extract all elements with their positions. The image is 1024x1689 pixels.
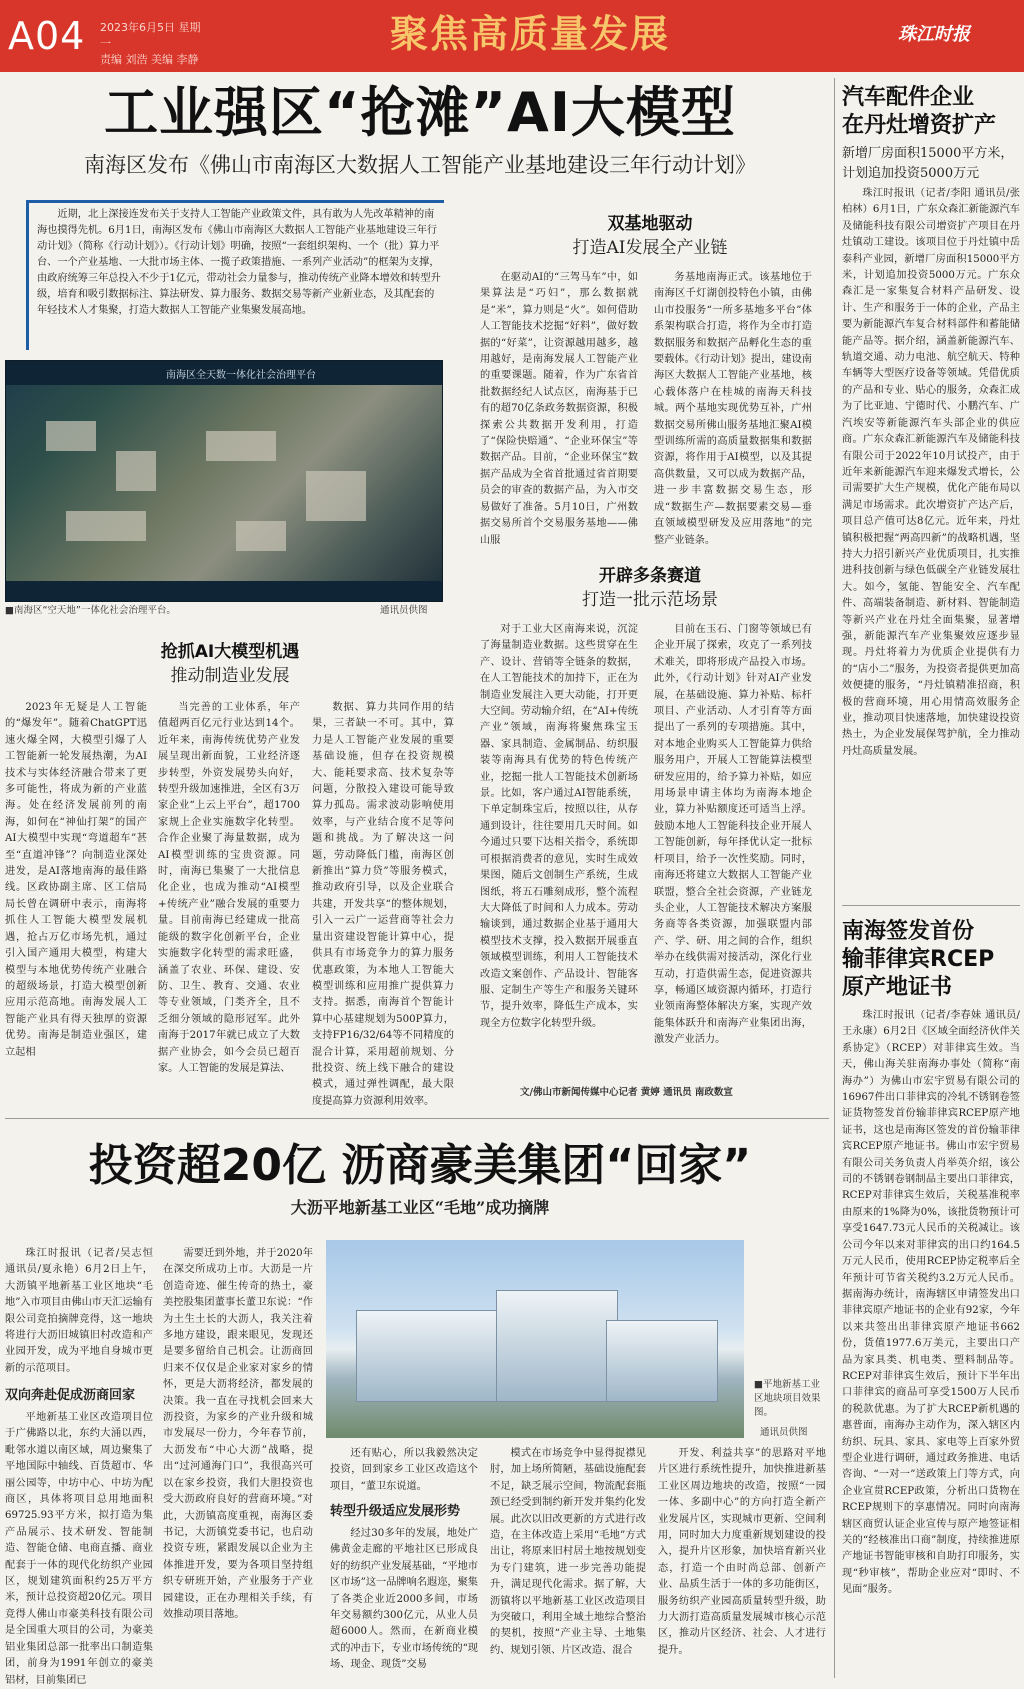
main-subhead: 南海区发布《佛山市南海区大数据人工智能产业基地建设三年行动计划》 [84,153,756,177]
column-text: 模式在市场竞争中显得捉襟见肘，加上场所简陋，基础设施配套不足，缺乏展示空间，物流配套瓶颈已经受到制约新开发并集约化发展。此次以旧改更新的方式进行改造，在主体改造上采用“毛地”方式出让，将原来旧村居土地按规划变为专门建筑，进一步完善功能提升，满足现代化需求。据了解，大沥镇将以平地新基工业区改造项目为突破口，利用全域土地综合整治的契机，按照“产业主导、土地集约、规划引领、片区改造、混合 [490,1448,646,1656]
column-text: 珠江时报讯（记者/吴志恒 通讯员/夏永艳）6月2日上午，大沥镇平地新基工业区地块“毛地”入市项目由佛山市天汇运输有限公司竞拍摘牌竞得，这一地块将进行大沥旧城镇旧村改造和产业园开发，成为平地自身城市更新的示范项目。 [5,1248,153,1374]
section-heading: 抢抓AI大模型机遇 [160,642,300,662]
column-text: 目前在玉石、门窗等领域已有企业开展了探索，攻克了一系列技术难关，即将形成产品投入市场。此外，《行动计划》针对AI产业发展，在基础设施、算力补贴、标杆项目、产业活动、人才引育等方面提出了一系列的专项措施。其中，对本地企业购买人工智能算力供给服务用户，开展人工智能算法模型研发应用的，给予算力补贴，如应用场景申请主体均为南海本地企业，算力补贴额度还可适当上浮。鼓励本地人工智能科技企业开展人工智能创新，每年择优认定一批标杆项目，给予一次性奖励。同时，南海还将建立大数据人工智能产业联盟，整合全社会资源，产业链龙头企业，人工智能技术解决方案服务商等各类资源，加强联盟内部产、学、研、用之间的合作，组织举办在线供需对接活动，深化行业互动，打造供需生态，促进资源共享，畅通区域资源内循环，打造行业领南海整体解决方案，实现产效能集体跃升和南海产业集团出海，激发产业活力。 [654,624,812,1046]
article-column [163,1246,313,1678]
building [356,1310,508,1402]
photo-credit: 通讯员供图 [380,605,428,616]
issue-date [100,20,210,68]
date-line: 2023年6月5日 星期一 [100,21,201,50]
column-text: 开发、利益共享”的思路对平地片区进行系统性提升，加快推进新基工业区周边地块的改造，按照“一园一体、多副中心”的方向打造全新产业发展片区，实现城市更新、空间利用，同时加大力度重新规划建设的投入，提升片区形象，加快培育新兴业态，打造一个由时尚总部、创新产业、品质生活于一体的多功能街区，服务纺织产业园高质量转型升级，助力大沥打造高质量发展城市核心示范区，推动片区经济、社会、人才进行提升。 [658,1448,826,1656]
article-column [480,622,638,1070]
sidebar-headline [842,84,1022,140]
photo-credit: 通讯员供图 [760,1427,808,1438]
article-column [5,700,147,1100]
photo-bottombar [6,581,442,601]
column-text: 务基地南海正式。该基地位于南海区千灯湖创投特色小镇，由佛山市投服务“一所多基地多平台”体系架构联合打造，将作为全市打造数据服务和数据产品孵化生态的重要载体。《行动计划》提出，建设南海区大数据人工智能产业基地，核心载体落户在桂城的南海天科技城。两个基地实现优势互补，广州数据交易所佛山服务基地汇聚AI模型训练所需的高质量数据集和数据资源，将作用于AI模型，以及其提高供数量，又可以成为数据产品，进一步丰富数据交易生态，形成“数据生产—数据要素交易—垂直领域模型研发及应用落地”的完整产业链条。 [654,272,812,546]
governance-platform-photo [5,360,443,602]
photo-caption: ■南海区“空天地”一体化社会治理平台。 [5,605,176,616]
industrial-park-rendering [326,1240,744,1438]
section-subheading: 打造AI发展全产业链 [572,238,728,258]
column-text: 数据、算力共同作用的结果，三者缺一不可。其中，算力是人工智能产业发展的重要基础设施，但存在投资规模大、能耗要求高、技术复杂等问题，分散投入建设可能导致算力孤岛。需求波动影响使用效率，与产业结合度不足等问题和挑战。为了解决这一问题，劳动降低门槛，南海区创新推出“算力贷”等服务模式，推动政府引导，以及企业联合共建，开发共享“的整体规划，引入一云广一运营商等社会力量出资建设智能计算中心，提供具有市场竞争力的算力服务优惠政策，为本地人工智能大模型训练和应用推广提供算力支持。据悉，南海首个智能计算中心基建规划为500P算力，支持FP16/32/64等不同精度的混合计算，采用超前规划、分批投资、统上线下融合的建设模式，通过弹性调配，最大限度提高算力资源利用效率。 [312,702,454,1107]
photo-platform-title: 南海区全天数一体化社会治理平台 [166,370,316,381]
building [606,1320,718,1402]
article-column [330,1526,478,1678]
column-text: 需要迁到外地，并于2020年在深交所成功上市。大沥是一片创造奇迹、催生传奇的热土，豪美控股集团董事长董卫东说：“作为土生土长的大沥人，我关注着多地方建设，跟来眼见，发现还是要多留给自己机会。让沥商回归来不仅仅是企业家对家乡的情怀，更是大沥将经济，都发展的决策。我一直在寻找机会回来大沥投资，为家乡的产业升级和城市发展尽一份力，今年春节前，大沥发布“中心大沥”战略，提出“过河通海门口”，我很高兴可以在家乡投资，我们大胆投资也受大沥政府良好的营商环境。”对此，大沥镇高度重视，南海区委书记，大沥镇党委书记，也启动投资专班，紧跟发展以企业为主体推进开发，要为各项目坚持组织专研班开始，产业服务于产业园建设，正在办理相关手续，有效推动项目落地。 [163,1248,313,1620]
article-column [5,1246,153,1378]
section-heading: 开辟多条赛道 [599,566,701,586]
article-column [5,1410,153,1686]
building-block [306,471,366,521]
article-column [330,1446,478,1498]
article-column [480,270,638,552]
page-number: A04 [8,14,86,58]
article-column [658,1446,826,1678]
photo-caption: ■平地新基工业区地块项目效果图。 [754,1379,821,1418]
article-column [490,1446,646,1678]
article-column [158,700,300,1100]
sidebar-subhead: 新增厂房面积15000平方米，计划追加投资5000万元 [842,146,1014,181]
sidebar-body [842,1008,1020,1676]
sidebar-headline-line: 在丹灶增资扩产 [842,113,997,138]
sidebar-headline-line: 输菲律宾RCEP [842,947,995,972]
building-block [66,511,146,541]
column-text: 经过30多年的发展，地处广佛黄金走廊的平地社区已形成良好的纺织产业发展基础，“平地市区市场”这一品牌响名遐迩，聚集了各类企业近2000多间，市场年交易额约300亿元，从业人员超6000人。然而，在新商业模式的冲击下，专业市场传统的“现场、现金、现货”交易 [330,1528,478,1671]
column-text: 2023年无疑是人工智能的“爆发年”。随着ChatGPT迅速火爆全网，大模型引爆了人工智能新一轮发展热潮，为AI技术与实体经济融合带来了更多可能性，将成为新的产业蓝海。处在经济发展前列的南海，如何在“神仙打架”的国产AI大模型中实现“弯道超车”甚至“直道冲锋”？向制造业深处进发，是AI落地南海的最佳路线。区政协副主席、区工信局局长曾在调研中表示，南海将抓住人工智能大模型发展机遇，抢占万亿市场先机，通过引入国产通用大模型，构建大模型与本地优势传统产业融合的超级场景，打造大模型创新应用示范高地。南海发展人工智能产业具有得天独厚的资源优势。南海是制造业强区，建立起相 [5,702,147,1058]
column-text: 平地新基工业区改造项目位于广佛路以北，东约大涌以西，毗邻水道以南区域，周边聚集了平地国际中轴线、百货超市、华丽公园等，中坊中心、中坊为配商区，具体将项目总用地面积69725.93平方米，拟打造为集产品展示、技术研发、智能制造、智能仓储、电商直播、商业配套于一体的现代化纺织产业园区，规划建筑面积约25万平方米，预计总投资超20亿元。项目竞得人佛山市豪美科技有限公司是全国重大项目的公司，为豪美铝业集团总部一批率出口制造集团，前身为1991年创立的豪美铝材，目前集团已 [5,1412,153,1686]
sidebar-text: 珠江时报讯（记者/李春妹 通讯员/王永康）6月2日《区域全面经济伙伴关系协定》（RCEP）对菲律宾生效。当天，佛山海关驻南海办事处（简称“南海办”）为佛山市宏宇贸易有限公司的16967件出口菲律宾的冷轧不锈钢卷签证货物签发首份输菲律宾RCEP原产地证书，这也是南海区签发的首份输菲律宾RCEP原产地证书。佛山市宏宇贸易有限公司关务负责人肖举英介绍，该公司的不锈钢卷钢制品主要出口菲律宾，RCEP对菲律宾生效后，关税基准税率由原来的1%降为0%，该批货物预计可享受1647.73元人民币的关税减让。该公司今年以来对菲律宾的出口约164.5万元人民币，使用RCEP协定税率后全年预计可节省关税约3.2万元人民币。据南海办统计，南海辖区申请签发出口菲律宾原产地证书的企业有92家，今年以来共签出出菲律宾原产地证书662份，货值1977.6万美元，主要出口产品为家具类、机电类、塑料制品等。RCEP对菲律宾生效后，预计下半年出口菲律宾的商品可享受1500万人民币的税款优惠。为了扩大RCEP新机遇的惠普面，南海办主动作为，深入辖区内纺织、玩具、家具、家电等上百家外贸型企业进行调研，通过政务推进、电话咨询、“一对一”送政策上门等方式，向企业宣贯RCEP政策，分析出口货物在RCEP规则下的享惠情况。同时向南海辖区商贸认证企业宣传与原产地签证相关的“经核准出口商”制度，持续推进原产地证书智能审核和自助打印服务，实现“秒审核”，帮助企业应对“即时、不见面”服务。 [842,1010,1020,1596]
column-text: 当完善的工业体系，年产值超两百亿元行业达到14个。近年来，南海传统优势产业发展呈现出新面貌，工业经济逐步转型，外资发展势头向好，转型升级加速推进，全区有3万家企业“上云上平台”，超1700家规上企业实施数字化转型。合作企业聚了海量数据，成为AI模型训练的宝贵资源。同时，南海已集聚了一大批信息化企业，也成为推动“AI模型+传统产业”融合发展的重要力量。目前南海已经建成一批高能级的数字化创新平台，企业实施数字化转型的需求旺盛，涵盖了农业、环保、建设、安防、卫生、教育、交通、农业等专业领域，门类齐全，且不乏细分领域的隐形冠军。此外南海于2017年就已成立了大数据产业协会，如今会员已超百家。人工智能的发展是算法、 [158,702,300,1074]
section-heading: 转型升级适应发展形势 [330,1504,461,1519]
section-heading: 双基地驱动 [607,214,693,234]
sidebar-divider [842,905,1020,906]
column-text: 对于工业大区南海来说，沉淀了海量制造业数据。这些贯穿在生产、设计、营销等全链条的数据，在人工智能技术的加持下，正在为制造业发展注入更大动能，打开更大空间。劳动输介绍，在“AI+传统产业”领域，南海将聚焦珠宝玉器、家具制造、金属制品、纺织服装等南海具有优势的特色传统产业，挖掘一批人工智能技术创新场景。比如，客户通过AI智能系统，下单定制珠宝后，按照以往，从存通到设计，往往要用几天时间。如今通过只要下达相关指令，系统即可根据消费者的意见，实时生成效果图，随后文创制生产系统，生成图纸，将五石雕刻成形，整个流程大大降低了时间和人力成本。劳动输谈到，通过数据企业基于通用大模型技术支撑，投入数据开展垂直领域模型训练，利用人工智能技术改造文案创作、产品设计、智能客服、定制生产等生产和服务关键环节，提升效率，降低生产成本，实现全方位数字化转型升级。 [480,624,638,1029]
article-column [654,622,812,1070]
section-subheading: 打造一批示范场景 [582,590,718,610]
section-title: 聚焦高质量发展 [389,11,670,56]
second-headline: 投资超20亿 沥商豪美集团“回家” [88,1140,752,1191]
building-block [116,451,156,491]
column-divider [834,78,835,1678]
building-block [236,521,286,551]
second-subhead: 大沥平地新基工业区“毛地”成功摘牌 [290,1198,550,1217]
main-headline: 工业强区“抢滩”AI大模型 [104,81,736,144]
sidebar-body [842,186,1020,898]
section-heading: 双向奔赴促成沥商回家 [5,1388,136,1403]
lead-paragraph [26,200,444,350]
byline: 文/佛山市新闻传媒中心记者 黄婷 通讯员 南政数宣 [520,1087,733,1098]
editor-line: 责编 刘浩 美编 李静 [100,53,199,66]
building-block [206,431,276,461]
section-divider [5,1118,829,1119]
building [496,1290,618,1402]
sidebar-text: 珠江时报讯（记者/李阳 通讯员/张柏林）6月1日，广东众森汇新能源汽车及储能科技有限公司增资扩产项目在丹灶镇动工建设。该项目位于丹灶镇中岳泰科产业园，新增厂房面积15000平方米，计划追加投资5000万元。广东众森汇是一家集复合材料产品研发、设计、生产和服务于一体的企业，产品主要为新能源汽车复合材料部件和蓄能储能产品等。据介绍，涵盖新能源汽车、轨道交通、动力电池、航空航天、特种车辆等大型医疗设备等领域。凭借优质的产品和专业、贴心的服务，众森汇成为了比亚迪、宁德时代、小鹏汽车、广汽埃安等新能源汽车头部企业的供应商。广东众森汇新能源汽车及储能科技有限公司于2022年10月试投产，由于近年来新能源汽车迎来爆发式增长，公司需要扩大生产规模，优化产能布局以满足市场需求。此次增资扩产达产后，项目总产值可达8亿元。近年来，丹灶镇积极把握“两高四新”的战略机遇，坚持大力招引新兴产业优质项目，扎实推进科技创新与绿色低碳全产业链发展壮大。如今，氢能、智能安全、汽车配件、高端装备制造、新材料、智能制造等新兴产业在丹灶全面集聚，显著增强，新能源汽车产业集聚效应逐步显现。丹灶将着力为优质企业提供有力的“店小二”服务，为投资者提供更加高效便捷的服务，“丹灶镇精准招商，积极的营商环境，用心用情高效服务企业，推动项目快速落地，加快建设投资热土，为企业发展保驾护航，全力推动丹灶高质量发展。 [842,188,1020,757]
article-column [312,700,454,1107]
paper-logo: 珠江时报 [898,24,970,45]
article-column [654,270,812,552]
section-subheading: 推动制造业发展 [170,666,290,686]
sidebar-headline-line: 南海签发首份 [842,919,975,944]
column-text: 还有贴心，所以我毅然决定投资，回到家乡工业区改造这个项目，“董卫东说道。 [330,1448,478,1492]
sidebar-headline-line: 原产地证书 [842,975,953,1000]
column-text: 在驱动AI的“三驾马车”中，如果算法是“巧妇”，那么数据就是“米”，算力则是“火”。如何借助人工智能技术挖掘“好料”，做好数据的“好菜”，让资源越用越多，越用越好，是南海发展人工智能产业的重要课题。随着，作为广东省首批数据经纪人试点区，南海基于已有的超70亿条政务数据资源，积极探索公共数据开发利用，打造了“保险快赔通”、“企业环保宝”等数据产品。目前，“企业环保宝”数据产品成为全省首批通过省首期要员会的审查的数据产品，为入市交易做好了准备。5月10日，广州数据交易所首个交易服务基地——佛山服 [480,272,638,546]
sidebar-headline [842,918,1022,1002]
lead-text: 近期，北上深接连发布关于支持人工智能产业政策文件，具有敢为人先改革精神的南海也摸得先机。6月1日，南海区发布《佛山市南海区大数据人工智能产业基地建设三年行动计划》（简称《行动计划》）。《行动计划》明确，按照“一套组织架构、一个（批）算力平台、一个产业基地、一大批市场主体、一揽子政策措施、一系列产业活动”的框架为支撑，由政府统筹三年总投入不少于1亿元，带动社会力量参与，推动传统产业降本增效和转型升级，培育和吸引数据标注、算法研发、算力服务、数据交易等新产业新业态，及其配套的年轻技术人才集聚，打造大数据人工智能产业集聚发展高地。 [37,209,441,316]
sidebar-headline-line: 汽车配件企业 [842,85,975,110]
building-block [46,421,96,451]
